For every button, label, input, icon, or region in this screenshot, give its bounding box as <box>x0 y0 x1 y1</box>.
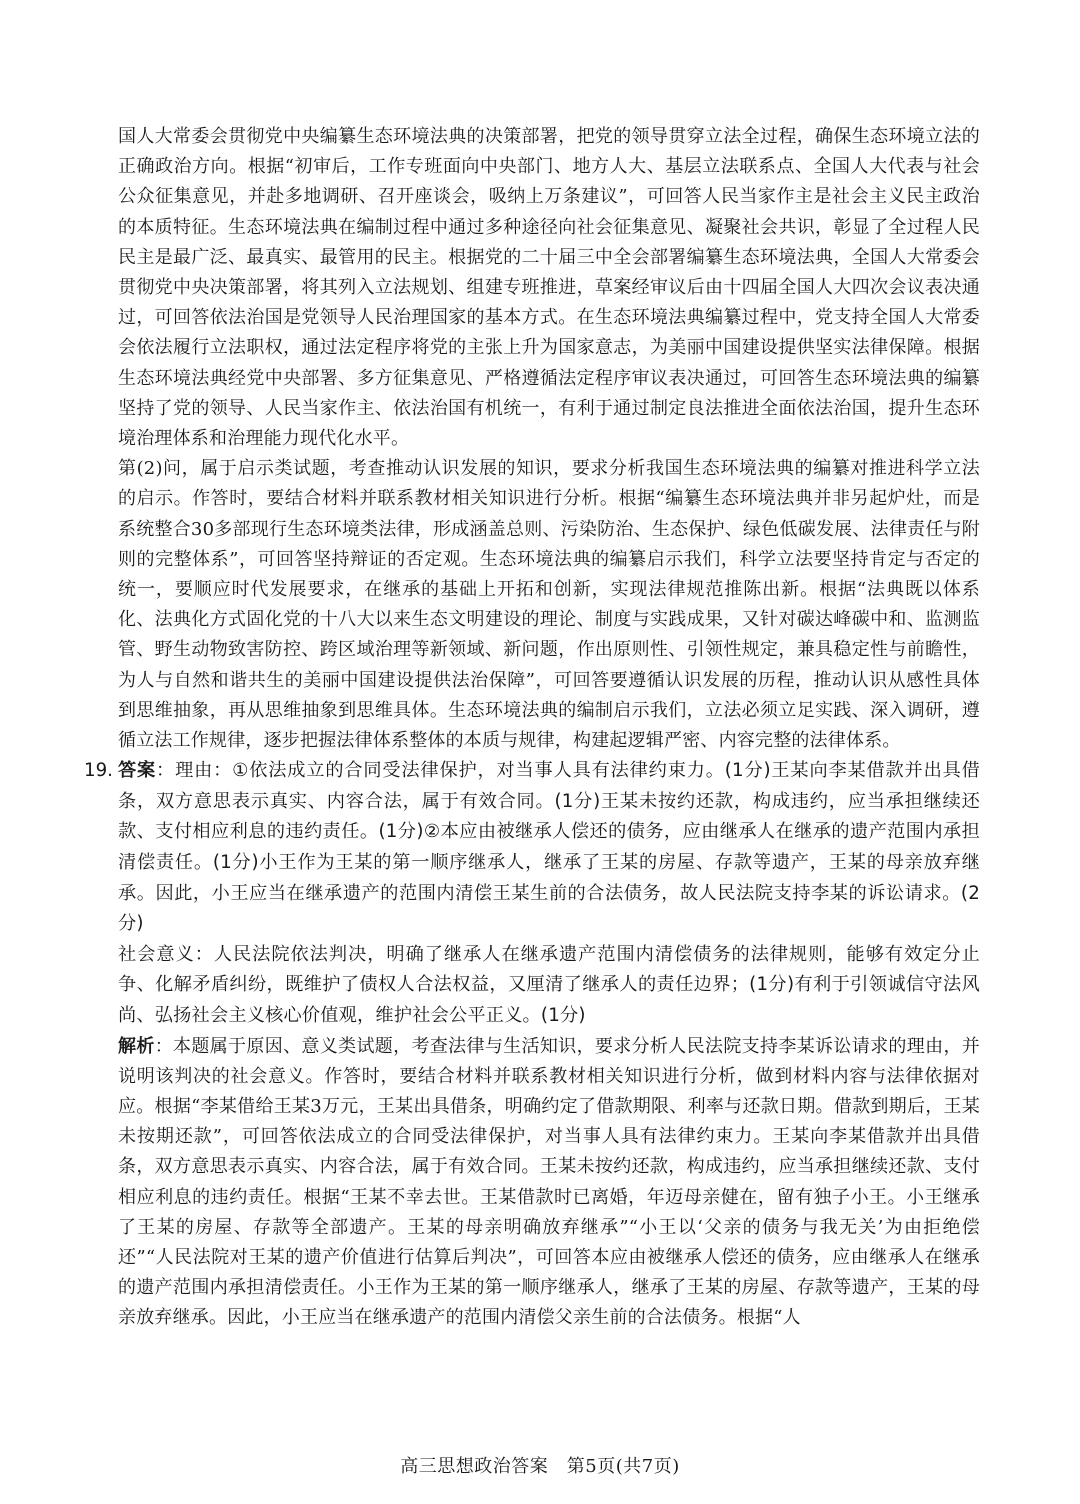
page-content <box>84 122 980 1334</box>
analysis-text: ：本题属于原因、意义类试题，考查法律与生活知识，要求分析人民法院支持李某诉讼请求的理由，并说明该判决的社会意义。作答时，要结合材料并联系教材相关知识进行分析，做到材料内容与法律依据对应。根据“李某借给王某3万元，王某出具借条，明确约定了借款期限、利率与还款日期。借款到期后，王某未按期还款”，可回答依法成立的合同受法律保护，对当事人具有法律约束力。王某向李某借款并出具借条，双方意思表示真实、内容合法，属于有效合同。王某未按约还款，构成违约，应当承担继续还款、支付相应利息的违约责任。根据“王某不幸去世。王某借款时已离婚，年迈母亲健在，留有独子小王。小王继承了王某的房屋、存款等全部遗产。王某的母亲明确放弃继承”“小王以‘父亲的债务与我无关’为由拒绝偿还”“人民法院对王某的遗产价值进行估算后判决”，可回答本应由被继承人偿还的债务，应由继承人在继承的遗产范围内承担清偿责任。小王作为王某的第一顺序继承人，继承了王某的房屋、存款等遗产，王某的母亲放弃继承。因此，小王应当在继承遗产的范围内清偿父亲生前的合法债务。根据“人 <box>118 1035 980 1329</box>
answer-paragraph-reason <box>118 756 980 940</box>
answer-reason-text: ：理由：①依法成立的合同受法律保护，对当事人具有法律约束力。(1分)王某向李某借款并出具借条，双方意思表示真实、内容合法，属于有效合同。(1分)王某未按约还款，构成违约，应当承担继续还款、支付相应利息的违约责任。(1分)②本应由被继承人偿还的债务，应由继承人在继承的遗产范围内承担清偿责任。(1分)小王作为王某的第一顺序继承人，继承了王某的房屋、存款等遗产，王某的母亲放弃继承。因此，小王应当在继承遗产的范围内清偿王某生前的合法债务，故人民法院支持李某的诉讼请求。(2分) <box>118 760 980 935</box>
question-19-block <box>84 756 980 1333</box>
question-number: 19. <box>84 760 113 782</box>
answer-label: 答案 <box>118 760 157 782</box>
answer-paragraph-significance: 社会意义：人民法院依法判决，明确了继承人在继承遗产范围内清偿债务的法律规则，能够有效定分止争、化解矛盾纠纷，既维护了债权人合法权益，又厘清了继承人的责任边界；(1分)有利于引领诚信守法风尚、弘扬社会主义核心价值观，维护社会公平正义。(1分) <box>118 943 980 1027</box>
page-footer: 高三思想政治答案 第5页(共7页) <box>400 1456 680 1477</box>
analysis-paragraph-1: 国人大常委会贯彻党中央编纂生态环境法典的决策部署，把党的领导贯穿立法全过程，确保生态环境立法的正确政治方向。根据“初审后，工作专班面向中央部门、地方人大、基层立法联系点、全国人大代表与社会公众征集意见，并赴多地调研、召开座谈会，吸纳上万条建议”，可回答人民当家作主是社会主义民主政治的本质特征。生态环境法典在编制过程中通过多种途径向社会征集意见、凝聚社会共识，彰显了全过程人民民主是最广泛、最真实、最管用的民主。根据党的二十届三中全会部署编纂生态环境法典，全国人大常委会贯彻党中央决策部署，将其列入立法规划、组建专班推进，草案经审议后由十四届全国人大四次会议表决通过，可回答依法治国是党领导人民治理国家的基本方式。在生态环境法典编纂过程中，党支持全国人大常委会依法履行立法职权，通过法定程序将党的主张上升为国家意志，为美丽中国建设提供坚实法律保障。根据生态环境法典经党中央部署、多方征集意见、严格遵循法定程序审议表决通过，可回答生态环境法典的编纂坚持了党的领导、人民当家作主、依法治国有机统一，有利于通过制定良法推进全面依法治国，提升生态环境治理体系和治理能力现代化水平。 <box>118 126 980 450</box>
analysis-paragraph-q19 <box>118 1032 980 1334</box>
analysis-paragraph-2: 第(2)问，属于启示类试题，考查推动认识发展的知识，要求分析我国生态环境法典的编纂对推进科学立法的启示。作答时，要结合材料并联系教材相关知识进行分析。根据“编纂生态环境法典并非另起炉灶，而是系统整合30多部现行生态环境类法律，形成涵盖总则、污染防治、生态保护、绿色低碳发展、法律责任与附则的完整体系”，可回答坚持辩证的否定观。生态环境法典的编纂启示我们，科学立法要坚持肯定与否定的统一，要顺应时代发展要求，在继承的基础上开拓和创新，实现法律规范推陈出新。根据“法典既以体系化、法典化方式固化党的十八大以来生态文明建设的理论、制度与实践成果，又针对碳达峰碳中和、监测监管、野生动物致害防控、跨区域治理等新领域、新问题，作出原则性、引领性规定，兼具稳定性与前瞻性，为人与自然和谐共生的美丽中国建设提供法治保障”，可回答要遵循认识发展的历程，推动认识从感性具体到思维抽象，再从思维抽象到思维具体。生态环境法典的编制启示我们，立法必须立足实践、深入调研，遵循立法工作规律，逐步把握法律体系整体的本质与规律，构建起逻辑严密、内容完整的法律体系。 <box>118 458 980 752</box>
analysis-label: 解析 <box>118 1035 155 1057</box>
